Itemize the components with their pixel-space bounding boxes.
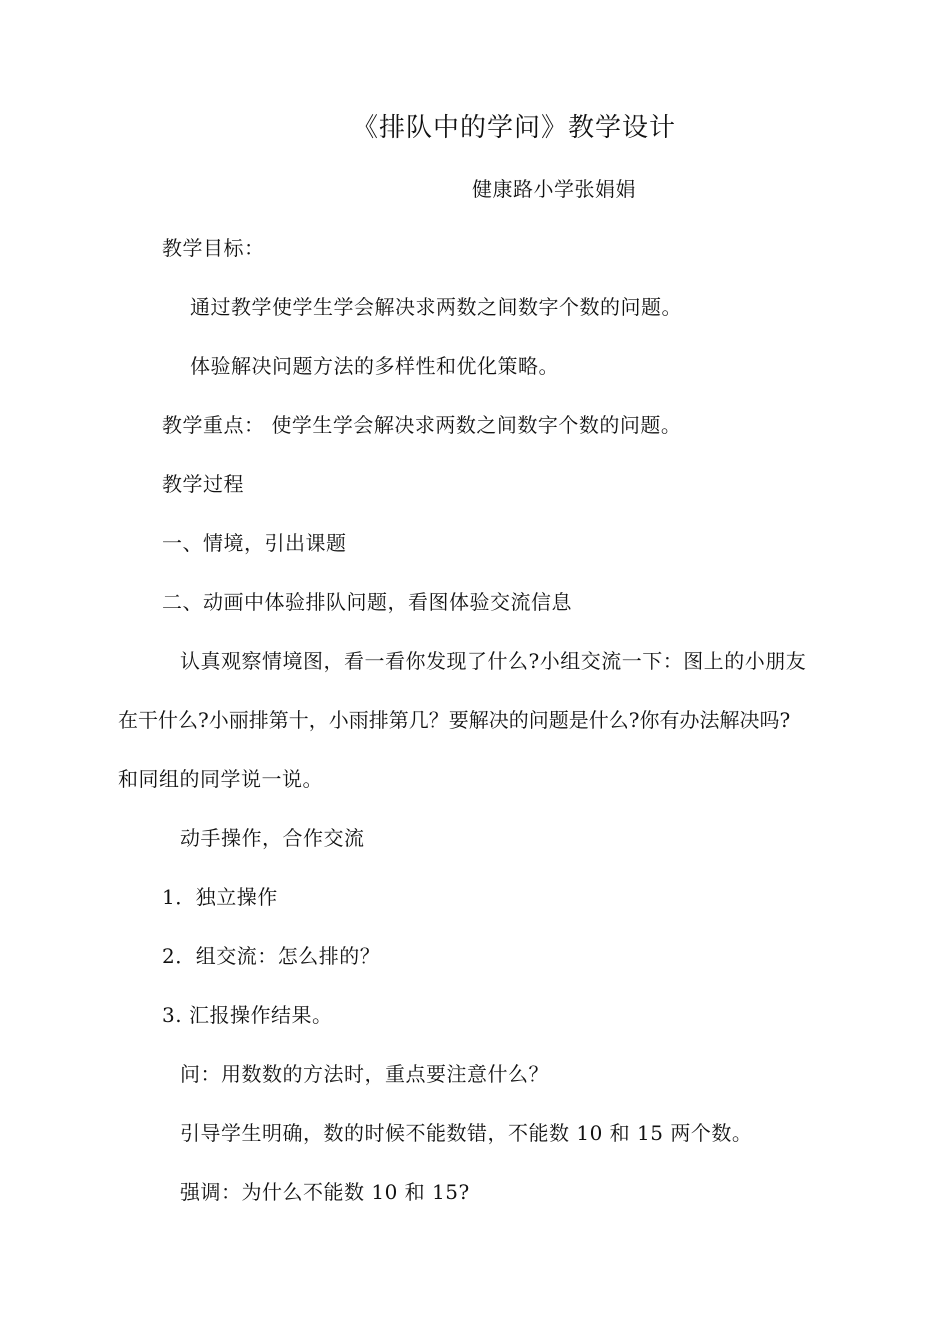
step-item-2: 2．组交流：怎么排的？ — [162, 944, 381, 968]
process-heading: 教学过程 — [162, 472, 244, 496]
step-item-3: 3. 汇报操作结果。 — [162, 1003, 333, 1027]
guide-line: 引导学生明确，数的时候不能数错，不能数 10 和 15 两个数。 — [180, 1121, 753, 1145]
author-line: 健康路小学张娟娟 — [472, 177, 636, 201]
document-title: 《排队中的学问》教学设计 — [352, 113, 677, 143]
emphasis-line: 强调：为什么不能数 10 和 15? — [180, 1180, 470, 1204]
paragraph-line-1: 认真观察情境图，看一看你发现了什么?小组交流一下：图上的小朋友 — [180, 649, 807, 673]
paragraph-line-3: 和同组的同学说一说。 — [118, 767, 323, 791]
objectives-heading: 教学目标： — [162, 236, 265, 260]
objective-item-2: 体验解决问题方法的多样性和优化策略。 — [190, 354, 559, 378]
key-point-line: 教学重点： 使学生学会解决求两数之间数字个数的问题。 — [162, 413, 682, 437]
paragraph-line-2: 在干什么?小丽排第十，小雨排第几？要解决的问题是什么?你有办法解决吗? — [118, 708, 791, 732]
section-heading-1: 一、情境，引出课题 — [162, 531, 347, 555]
objective-item-1: 通过教学使学生学会解决求两数之间数字个数的问题。 — [190, 295, 682, 319]
step-item-1: 1．独立操作 — [162, 885, 278, 909]
question-line: 问：用数数的方法时，重点要注意什么？ — [180, 1062, 549, 1086]
hands-on-heading: 动手操作，合作交流 — [180, 826, 365, 850]
section-heading-2: 二、动画中体验排队问题，看图体验交流信息 — [162, 590, 572, 614]
